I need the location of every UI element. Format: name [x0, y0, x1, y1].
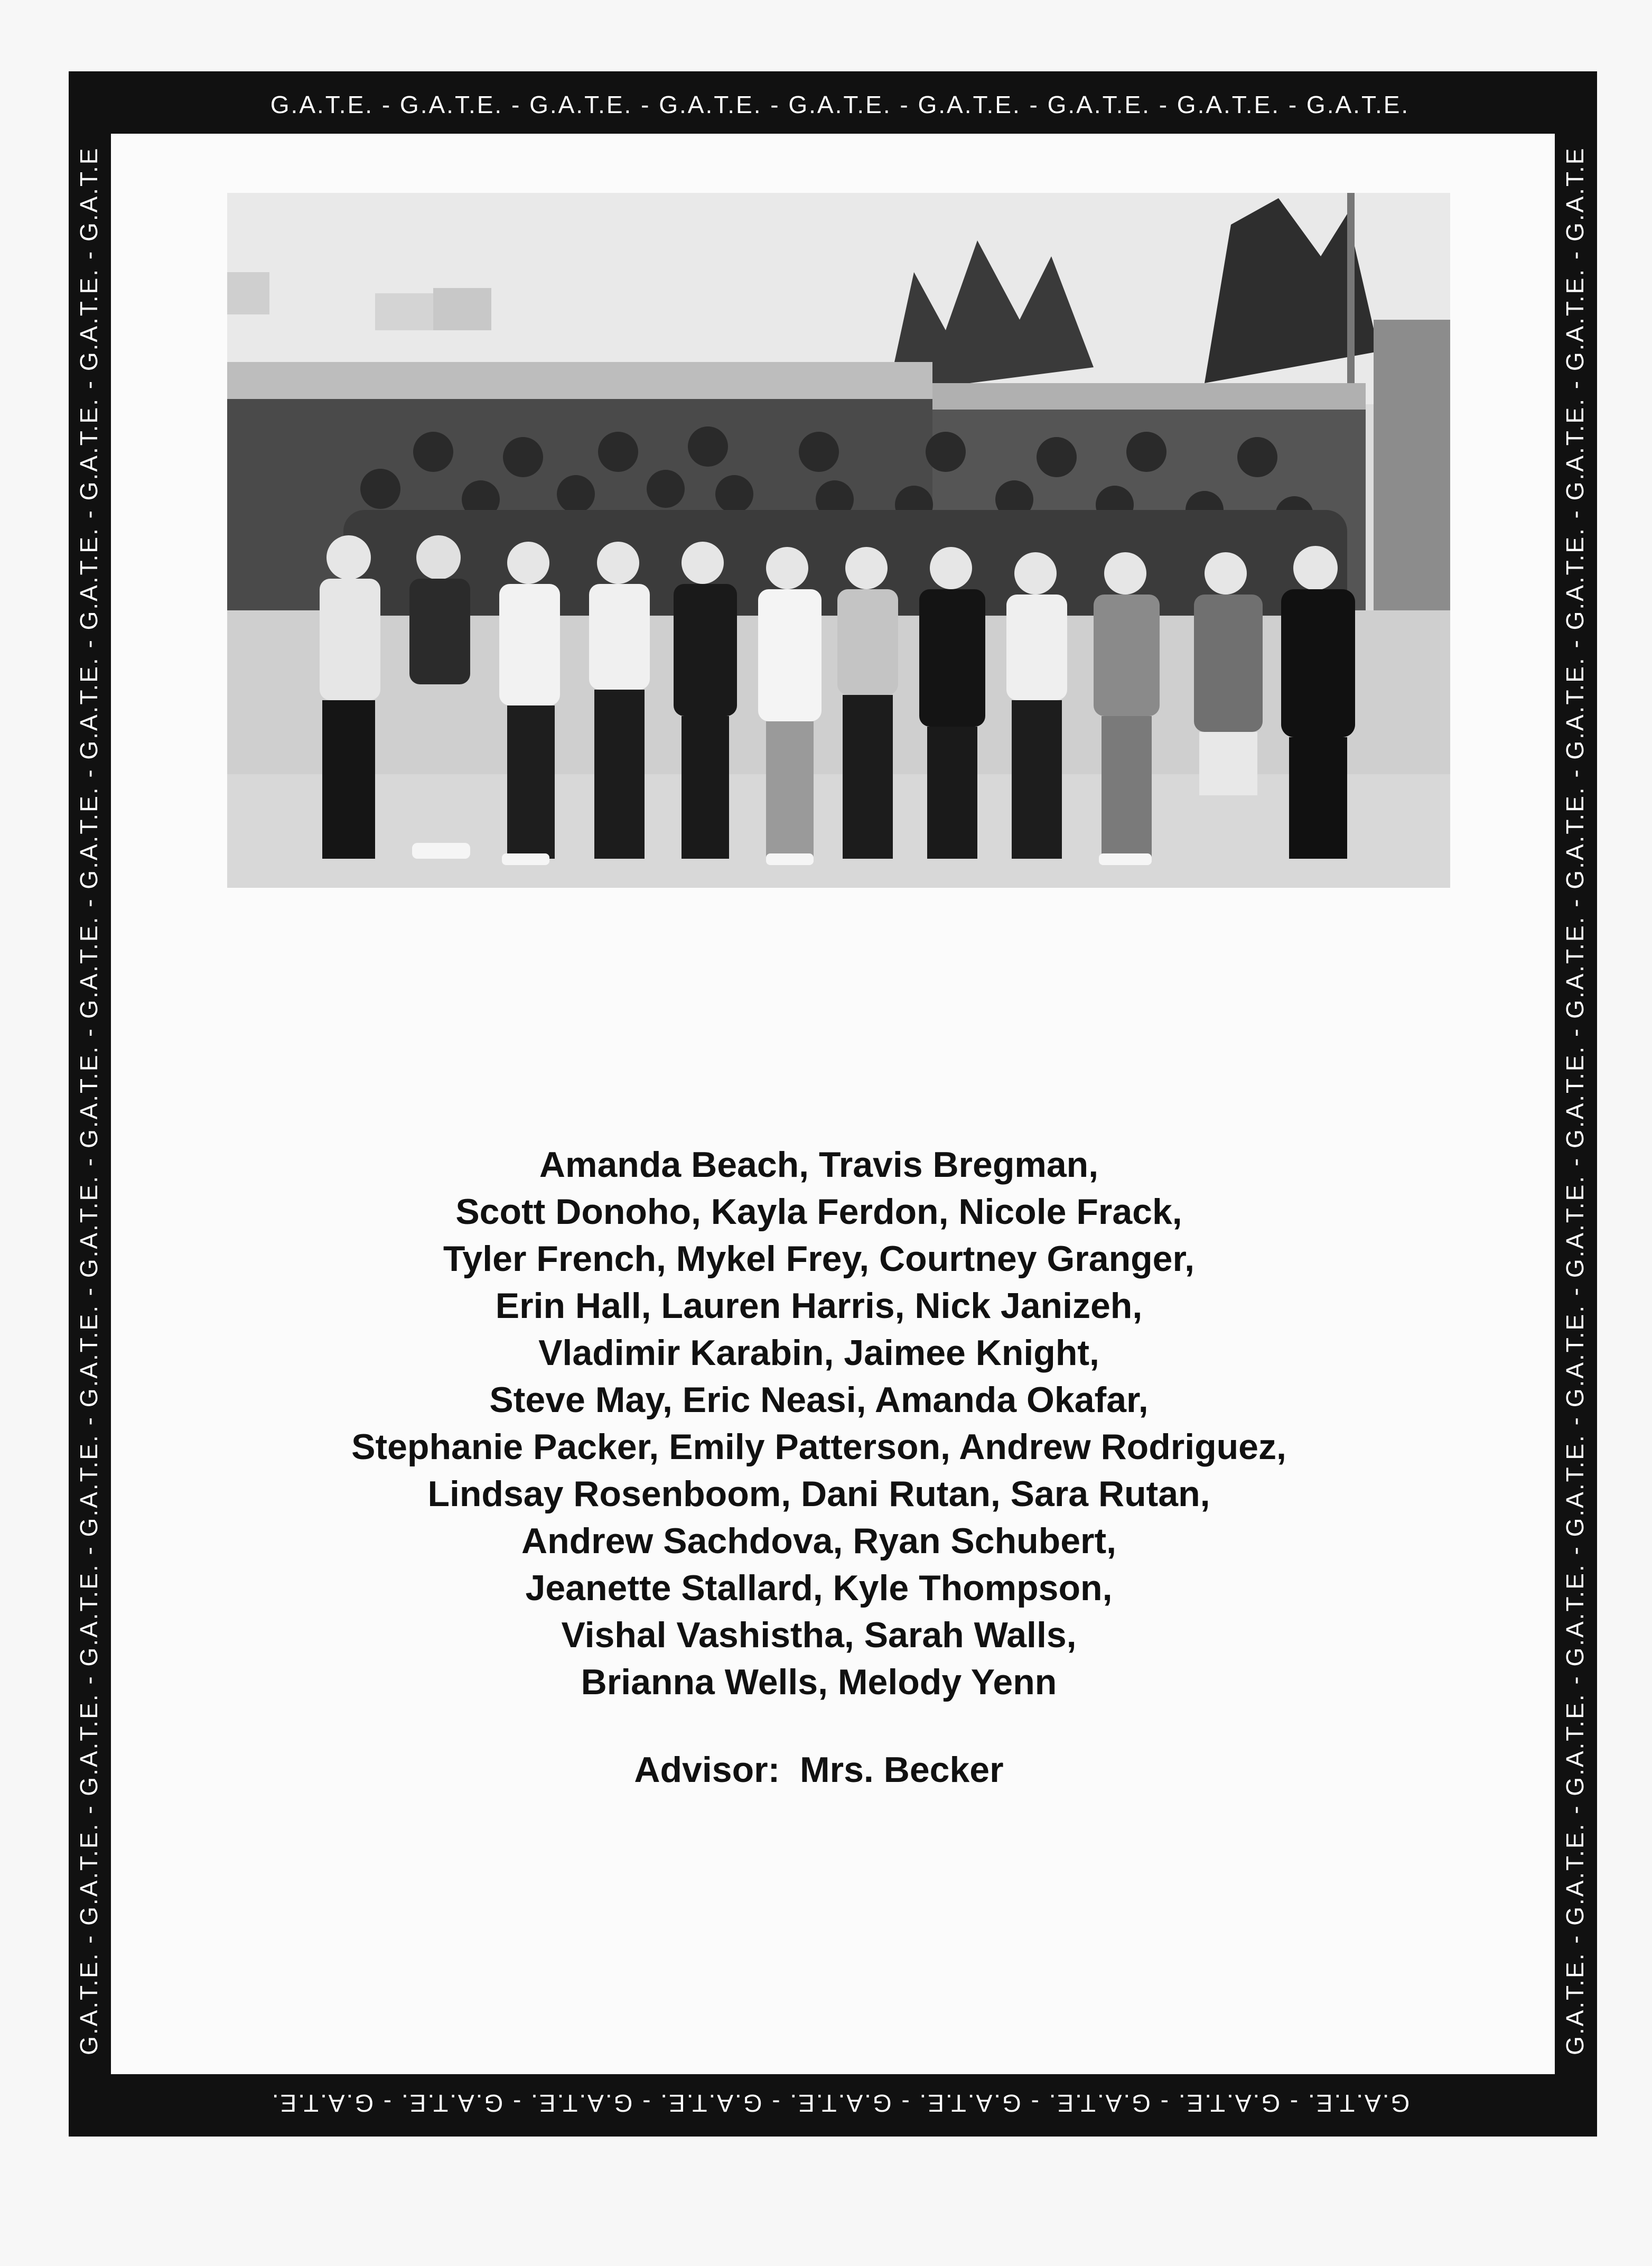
- names-line: Vishal Vashistha, Sarah Walls,: [561, 1615, 1077, 1655]
- advisor-line: Advisor: Mrs. Becker: [634, 1750, 1004, 1790]
- names-line: Scott Donoho, Kayla Ferdon, Nicole Frack,: [455, 1192, 1182, 1232]
- names-line: Stephanie Packer, Emily Patterson, Andrew Rodriguez,: [351, 1427, 1286, 1467]
- border-left-text: G.A.T.E. - G.A.T.E. - G.A.T.E. - G.A.T.E. - G.A.T.E. - G.A.T.E. - G.A.T.E. - G.A.T.E. - G.A.T.E. - G.A.T.E. - G.A.T.E. - G.A.T.E. - G.A.T.E. - G.A.T.E. - G.A.T.E: [75, 146, 102, 2055]
- names-line: Tyler French, Mykel Frey, Courtney Granger,: [443, 1239, 1195, 1279]
- border-top-text: G.A.T.E. - G.A.T.E. - G.A.T.E. - G.A.T.E. - G.A.T.E. - G.A.T.E. - G.A.T.E. - G.A.T.E. - G.A.T.E.: [270, 91, 1410, 118]
- member-names-list: [158, 1141, 1479, 1706]
- border-right-text: G.A.T.E. - G.A.T.E. - G.A.T.E. - G.A.T.E. - G.A.T.E. - G.A.T.E. - G.A.T.E. - G.A.T.E. - G.A.T.E. - G.A.T.E. - G.A.T.E. - G.A.T.E. - G.A.T.E. - G.A.T.E. - G.A.T.E: [1561, 146, 1589, 2055]
- names-line: Amanda Beach, Travis Bregman,: [539, 1145, 1099, 1185]
- names-line: Vladimir Karabin, Jaimee Knight,: [538, 1333, 1099, 1373]
- names-line: Jeanette Stallard, Kyle Thompson,: [525, 1568, 1113, 1608]
- names-line: Steve May, Eric Neasi, Amanda Okafar,: [489, 1380, 1149, 1420]
- border-bottom-text: G.A.T.E. - G.A.T.E. - G.A.T.E. - G.A.T.E. - G.A.T.E. - G.A.T.E. - G.A.T.E. - G.A.T.E. - G.A.T.E.: [270, 2089, 1410, 2117]
- names-line: Lindsay Rosenboom, Dani Rutan, Sara Rutan,: [427, 1474, 1210, 1514]
- group-photo-image: [227, 193, 1450, 888]
- names-line: Erin Hall, Lauren Harris, Nick Janizeh,: [495, 1286, 1143, 1326]
- group-photo: [227, 193, 1450, 888]
- names-line: Andrew Sachdova, Ryan Schubert,: [521, 1521, 1117, 1561]
- names-line: Brianna Wells, Melody Yenn: [581, 1662, 1057, 1702]
